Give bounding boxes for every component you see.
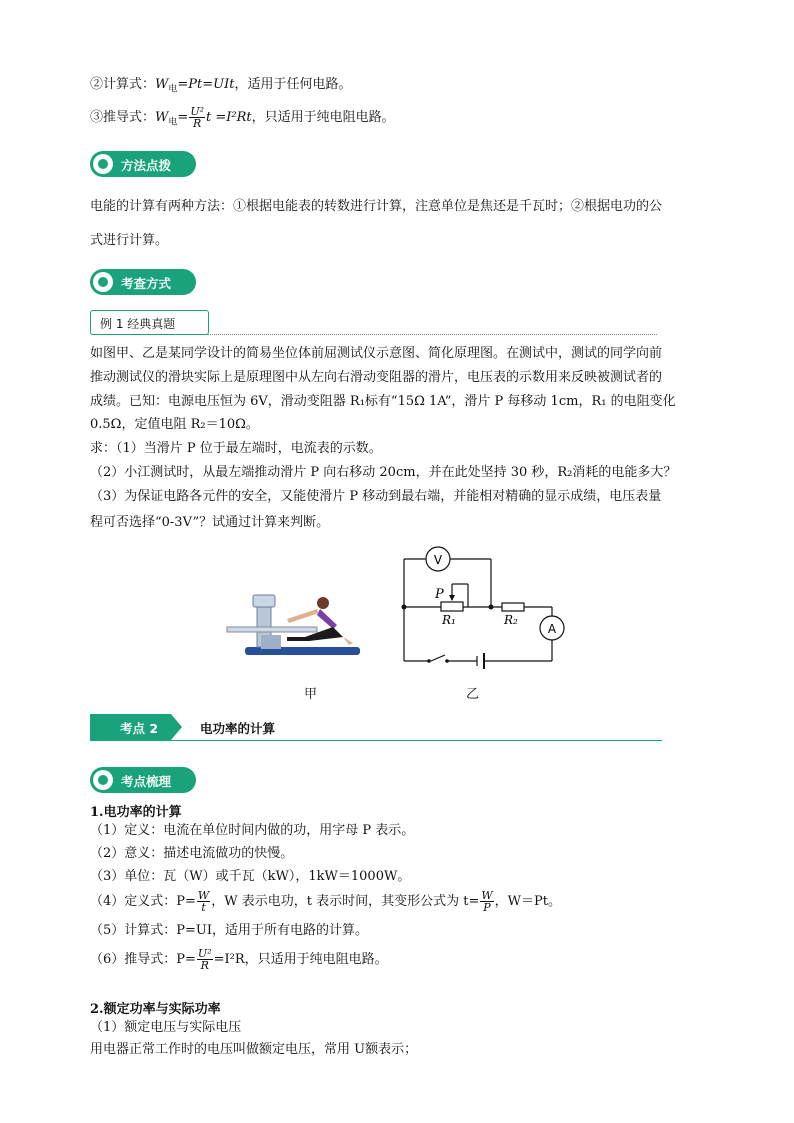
sit-and-reach-illustration	[225, 585, 365, 657]
review-pill: 考点梳理	[90, 767, 196, 793]
caption-yi: 乙	[466, 687, 480, 702]
section-2-item-1: （1）额定电压与实际电压	[90, 1020, 242, 1035]
fraction-w-over-t: $\frac{W}{t}$	[197, 889, 210, 914]
voltmeter-label: V	[433, 553, 443, 567]
formula-derived: ③推导式：$W_电=$ $\frac{\text{U²}}{R}$ t =I²Rt，只适用于纯电阻电路。	[90, 105, 395, 130]
problem-line-4: 0.5Ω，定值电阻 R₂＝10Ω。	[90, 417, 259, 432]
fraction-w-over-p: $\frac{W}{P}$	[481, 889, 493, 914]
ammeter-label: A	[547, 622, 557, 636]
key-point-banner: 考点 2 电功率的计算	[90, 714, 662, 742]
section-1-item-1: （1）定义：电流在单位时间内做的功，用字母 P 表示。	[90, 823, 415, 838]
target-icon	[93, 770, 113, 790]
caption-jia: 甲	[304, 687, 318, 702]
question-2: （2）小江测试时，从最左端推动滑片 P 向右移动 20cm，并在此处坚持 30 秒，R₂消耗的电能多大？	[90, 465, 677, 480]
section-1-item-2: （2）意义：描述电流做功的快慢。	[90, 846, 294, 861]
key-point-title: 电功率的计算	[200, 721, 276, 736]
circuit-diagram	[395, 540, 575, 670]
section-1-heading: 1.电功率的计算	[90, 805, 182, 820]
question-3a: （3）为保证电路各元件的安全，又能使滑片 P 移动到最右端，并能相对精确的显示成绩，电压表量	[90, 489, 662, 504]
formula-calc: ②计算式：$W_电=Pt=UIt$，适用于任何电路。	[90, 77, 352, 95]
method-text-line-2: 式进行计算。	[90, 233, 169, 248]
method-text-line-1: 电能的计算有两种方法：①根据电能表的转数进行计算，注意单位是焦还是千瓦时；②根据电功的公	[90, 199, 663, 214]
target-icon	[93, 272, 113, 292]
section-1-item-6: （6）推导式：P= $\frac{\text{U²}}{R}$ =I²R，只适用于纯电阻电路。	[90, 947, 388, 972]
question-3b: 程可否选择“0-3V”？试通过计算来判断。	[90, 515, 330, 530]
section-2-heading: 2.额定功率与实际功率	[90, 1002, 221, 1017]
slider-label: P	[435, 587, 444, 602]
section-1-item-3: （3）单位：瓦（W）或千瓦（kW），1kW＝1000W。	[90, 869, 411, 884]
problem-line-3: 成绩。已知：电源电压恒为 6V，滑动变阻器 R₁标有“15Ω 1A”，滑片 P 每移动 1cm，R₁ 的电阻变化	[90, 394, 676, 409]
r1-label: R₁	[442, 613, 456, 627]
r2-label: R₂	[504, 613, 518, 627]
dotted-divider	[207, 334, 657, 335]
symbol-w: W	[155, 77, 169, 92]
section-2-item-2: 用电器正常工作时的电压叫做额定电压，常用 U额表示；	[90, 1042, 418, 1057]
problem-line-2: 推动测试仪的滑块实际上是原理图中从左向右滑动变阻器的滑片，电压表的示数用来反映被测试者的	[90, 370, 663, 385]
fraction-u2-over-r: $\frac{\text{U²}}{R}$	[197, 947, 212, 972]
target-icon	[93, 154, 113, 174]
method-tips-pill: 方法点拨	[90, 151, 196, 177]
fraction-u2-over-r: $\frac{\text{U²}}{R}$	[190, 105, 204, 130]
section-1-item-4: （4）定义式：P= $\frac{W}{t}$ ，W 表示电功，t 表示时间，其变形公式为 t= $\frac{W}{P}$ ，W＝Pt。	[90, 889, 561, 914]
example-label-box: 例 1 经典真题	[90, 310, 209, 335]
problem-line-1: 如图甲、乙是某同学设计的简易坐位体前屈测试仪示意图、简化原理图。在测试中，测试的同学向前	[90, 346, 663, 361]
section-1-item-5: （5）计算式：P=UI，适用于所有电路的计算。	[90, 923, 369, 938]
question-1: 求：（1）当滑片 P 位于最左端时，电流表的示数。	[90, 441, 382, 456]
exam-style-pill: 考查方式	[90, 269, 196, 295]
